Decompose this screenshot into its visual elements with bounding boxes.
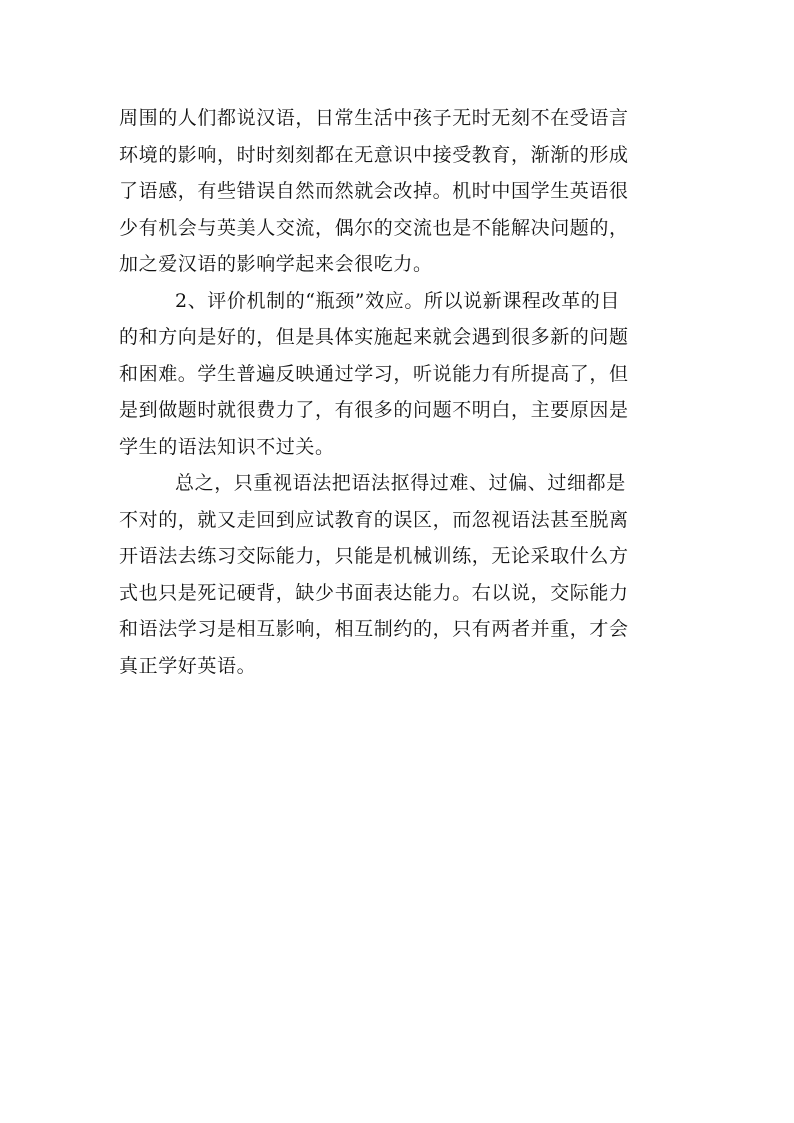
text-line: 的和方向是好的，但是具体实施起来就会遇到很多新的问题 <box>119 326 629 348</box>
text-line: 开语法去练习交际能力，只能是机械训练，无论采取什么方 <box>119 545 629 567</box>
document-body <box>119 100 679 684</box>
text-line: 周围的人们都说汉语，日常生活中孩子无时无刻不在受语言 <box>119 107 629 129</box>
text-line: 不对的，就又走回到应试教育的误区，而忽视语法甚至脱离 <box>119 508 629 531</box>
text-line: 式也只是死记硬背，缺少书面表达能力。右以说，交际能力 <box>119 581 629 604</box>
text-line: 环境的影响，时时刻刻都在无意识中接受教育，渐渐的形成 <box>119 143 629 166</box>
text-line: 是到做题时就很费力了，有很多的问题不明白，主要原因是 <box>119 399 629 421</box>
text-line: 加之爱汉语的影响学起来会很吃力。 <box>119 253 433 275</box>
text-line: 了语感，有些错误自然而然就会改掉。机时中国学生英语很 <box>119 180 629 202</box>
paragraph-start-line: 总之，只重视语法把语法抠得过难、过偏、过细都是 <box>175 472 626 494</box>
text-line: 少有机会与英美人交流，偶尔的交流也是不能解决问题的， <box>119 216 629 239</box>
text-line: 学生的语法知识不过关。 <box>119 435 335 458</box>
text-line: 和语法学习是相互影响，相互制约的，只有两者并重，才会 <box>119 618 629 640</box>
text-line: 真正学好英语。 <box>119 654 257 677</box>
text-line: 和困难。学生普遍反映通过学习，听说能力有所提高了，但 <box>119 362 629 385</box>
paragraph-start-line: 2、评价机制的“瓶颈”效应。所以说新课程改革的目 <box>175 289 620 312</box>
